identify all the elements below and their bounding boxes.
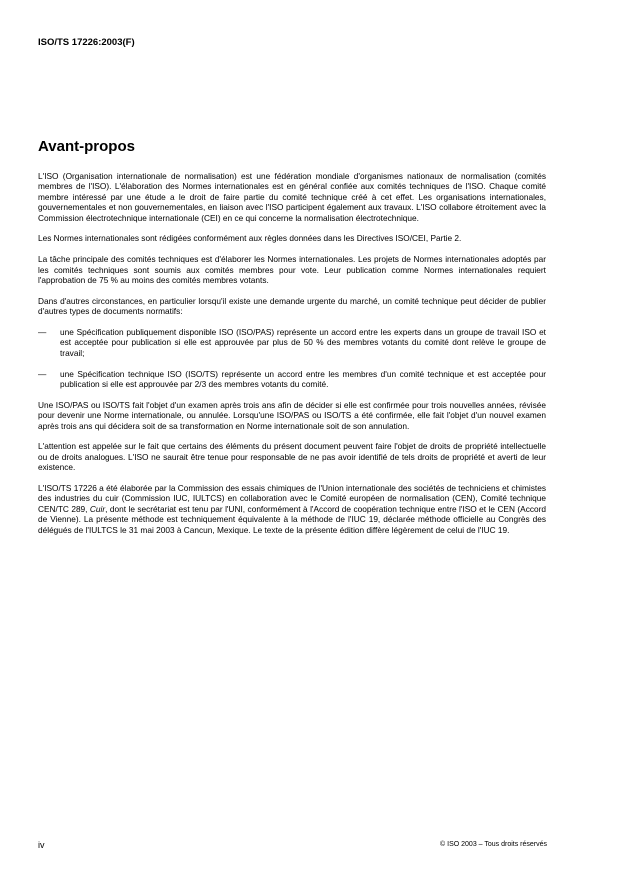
page-number: iv (38, 840, 45, 850)
paragraph-directives: Les Normes internationales sont rédigées conformément aux règles données dans les Directives ISO/CEI, Partie 2. (38, 233, 462, 244)
paragraph-preparation (38, 483, 546, 535)
list-item-text-ts: une Spécification technique ISO (ISO/TS) représente un accord entre les membres d'un comité technique et est acceptée pour publication si elle est approuvée par 2/3 des membres votants du comité. (60, 368, 546, 390)
list-dash-marker: — (38, 327, 47, 338)
paragraph-other-circumstances: Dans d'autres circonstances, en particulier lorsqu'il existe une demande urgente du marché, un comité technique peut décider de publier d'autres types de documents normatifs: (38, 295, 546, 317)
paragraph-review: Une ISO/PAS ou ISO/TS fait l'objet d'un examen après trois ans afin de décider si elle est confirmée pour trois nouvelles années, révisée pour devenir une Norme internationale, ou annulée. Lorsqu'une ISO/PAS ou ISO/TS a été confirmée, elle fait l'objet d'un nouvel examen après trois ans qui décidera soit de sa transformation en Norme internationale soit de son annulation. (38, 399, 546, 431)
list-dash-marker: — (38, 368, 47, 379)
paragraph-patent-rights: L'attention est appelée sur le fait que certains des éléments du présent document peuvent faire l'objet de droits de propriété intellectuelle ou de droits analogues. L'ISO ne saurait être tenue pour responsable de ne pas avoir identifié de tels droits de propriété et averti de leur existence. (38, 441, 546, 473)
document-id-header: ISO/TS 17226:2003(F) (38, 37, 135, 48)
preparation-text-start: L'ISO/TS 17226 a été élaborée par la Commission des essais chimiques de l'Union internationale des sociétés de techniciens et chimistes des industries du cuir (Commission IUC, IULTCS) en collaboration avec le Comité européen de normalisation (CEN), Comité technique CEN/TC 289, (38, 483, 546, 514)
list-item-text-pas: une Spécification publiquement disponible ISO (ISO/PAS) représente un accord entre les experts dans un groupe de travail ISO et est acceptée pour publication si elle est approuvée par plus de 50 % des membres votants du comité dont relève le groupe de travail; (60, 327, 546, 358)
foreword-body (38, 171, 546, 545)
copyright-notice: © ISO 2003 – Tous droits réservés (440, 841, 547, 848)
paragraph-iso-organisation: L'ISO (Organisation internationale de normalisation) est une fédération mondiale d'organismes nationaux de normalisation (comités membres de l'ISO). L'élaboration des Normes internationales est en général confiée aux comités techniques de l'ISO. Chaque comité membre intéressé par une étude a le droit de faire partie du comité technique créé à cet effet. Les organisations internationales, gouvernementales et non gouvernementales, en liaison avec l'ISO participent également aux travaux. L'ISO collabore étroitement avec la Commission électrotechnique internationale (CEI) en ce qui concerne la normalisation électrotechnique. (38, 171, 546, 223)
preparation-text-end: , dont le secrétariat est tenu par l'UNI, conformément à l'Accord de coopération technique entre l'ISO et le CEN (Accord de Vienne). La présente méthode est techniquement équivalente à la méthode de l'IUC 19, déclarée méthode officielle au Congrès des délégués de l'IULTCS le 31 mai 2003 à Cancun, Mexique. Le texte de la présente édition diffère légèrement de celui de l'IUC 19. (38, 503, 546, 535)
list-item (38, 369, 546, 390)
list-item (38, 327, 546, 358)
page-title: Avant-propos (38, 138, 135, 155)
preparation-text-italic: Cuir (89, 503, 106, 514)
paragraph-technical-committees: La tâche principale des comités techniques est d'élaborer les Normes internationales. Les projets de Normes internationales adoptés par les comités techniques sont soumis aux comités membres pour vote. Leur publication comme Normes internationales requiert l'approbation de 75 % au moins des comités membres votants. (38, 254, 546, 286)
